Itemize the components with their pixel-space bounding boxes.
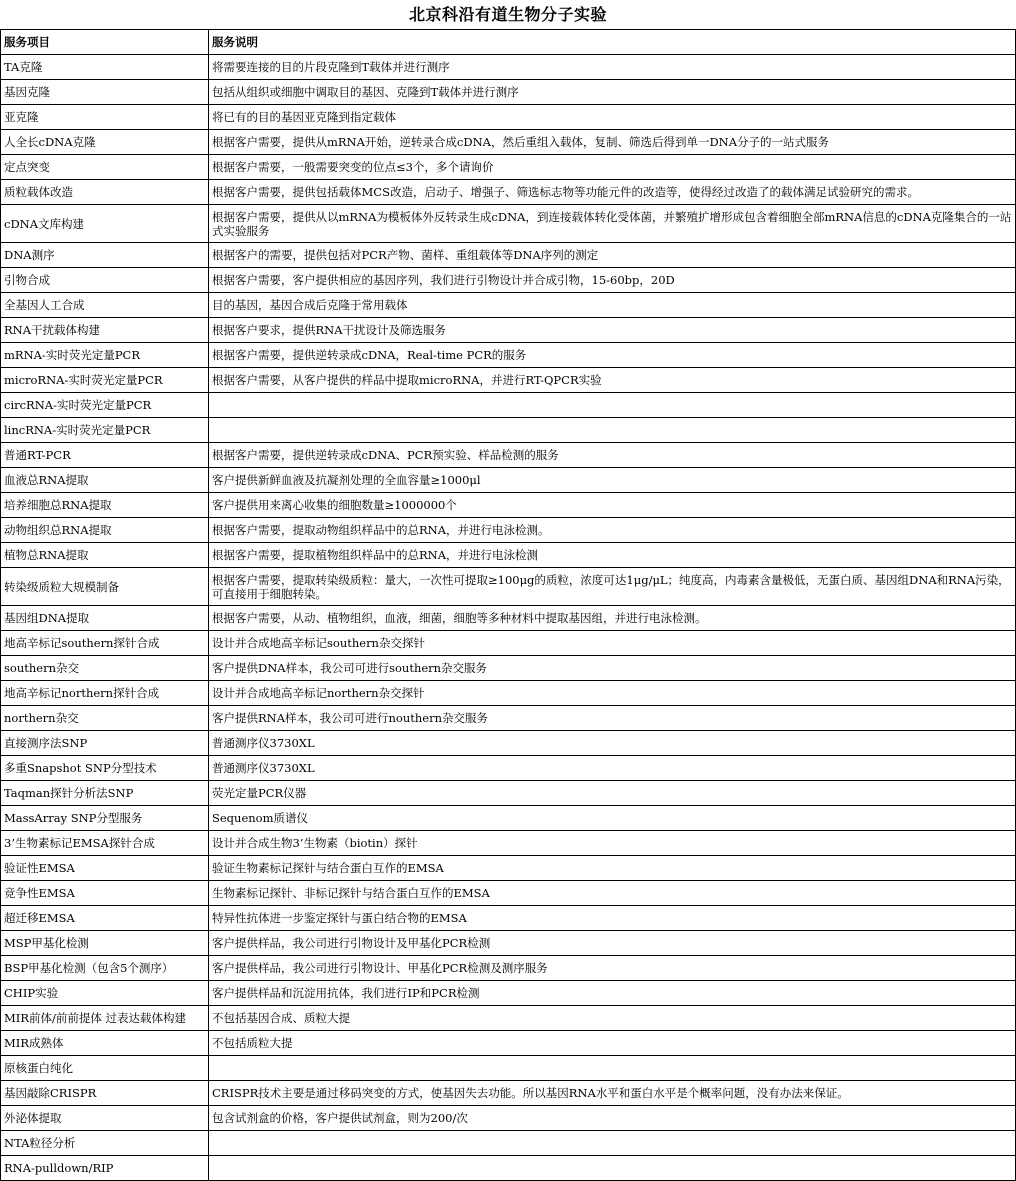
table-row — [1, 656, 1016, 681]
service-desc-cell: 设计并合成地高辛标记northern杂交探针 — [209, 681, 1016, 706]
table-row — [1, 1056, 1016, 1081]
service-desc-cell: 将已有的目的基因亚克隆到指定载体 — [209, 105, 1016, 130]
table-row — [1, 80, 1016, 105]
table-row — [1, 55, 1016, 80]
service-item-cell: MSP甲基化检测 — [1, 931, 209, 956]
service-table — [0, 29, 1016, 1181]
service-item-cell: MIR成熟体 — [1, 1031, 209, 1056]
service-item-cell: 植物总RNA提取 — [1, 543, 209, 568]
service-item-cell: 普通RT-PCR — [1, 443, 209, 468]
service-item-cell: cDNA文库构建 — [1, 205, 209, 243]
service-item-cell: 验证性EMSA — [1, 856, 209, 881]
table-row — [1, 543, 1016, 568]
table-row — [1, 1031, 1016, 1056]
header-service-item: 服务项目 — [1, 30, 209, 55]
table-row — [1, 1106, 1016, 1131]
table-row — [1, 781, 1016, 806]
table-row — [1, 343, 1016, 368]
table-row — [1, 881, 1016, 906]
service-desc-cell: 客户提供RNA样本，我公司可进行nouthern杂交服务 — [209, 706, 1016, 731]
service-desc-cell: 荧光定量PCR仪器 — [209, 781, 1016, 806]
table-row — [1, 155, 1016, 180]
service-desc-cell: 目的基因，基因合成后克隆于常用载体 — [209, 293, 1016, 318]
table-row — [1, 243, 1016, 268]
table-row — [1, 681, 1016, 706]
service-desc-cell: 包括从组织或细胞中调取目的基因、克隆到T载体并进行测序 — [209, 80, 1016, 105]
service-item-cell: 培养细胞总RNA提取 — [1, 493, 209, 518]
service-item-cell: 基因克隆 — [1, 80, 209, 105]
service-desc-cell: 根据客户需要，客户提供相应的基因序列，我们进行引物设计并合成引物，15-60bp，20D — [209, 268, 1016, 293]
service-desc-cell: 客户提供样品，我公司进行引物设计及甲基化PCR检测 — [209, 931, 1016, 956]
service-desc-cell: 客户提供DNA样本，我公司可进行southern杂交服务 — [209, 656, 1016, 681]
service-item-cell: mRNA-实时荧光定量PCR — [1, 343, 209, 368]
service-desc-cell: 不包括基因合成、质粒大提 — [209, 1006, 1016, 1031]
service-desc-cell — [209, 1156, 1016, 1181]
service-item-cell: 基因敲除CRISPR — [1, 1081, 209, 1106]
service-item-cell: RNA-pulldown/RIP — [1, 1156, 209, 1181]
service-desc-cell: 设计并合成地高辛标记southern杂交探针 — [209, 631, 1016, 656]
table-row — [1, 931, 1016, 956]
service-desc-cell: 根据客户需要，一般需要突变的位点≤3个，多个请询价 — [209, 155, 1016, 180]
service-desc-cell: 根据客户需要，提供从mRNA开始，逆转录合成cDNA，然后重组入载体，复制、筛选后得到单一DNA分子的一站式服务 — [209, 130, 1016, 155]
service-desc-cell: 普通测序仪3730XL — [209, 756, 1016, 781]
table-row — [1, 368, 1016, 393]
service-desc-cell: 根据客户需要，提供包括载体MCS改造，启动子、增强子、筛选标志物等功能元件的改造等，使得经过改造了的载体满足试验研究的需求。 — [209, 180, 1016, 205]
service-item-cell: 动物组织总RNA提取 — [1, 518, 209, 543]
service-item-cell: 超迁移EMSA — [1, 906, 209, 931]
table-row — [1, 568, 1016, 606]
service-desc-cell: 客户提供样品，我公司进行引物设计、甲基化PCR检测及测序服务 — [209, 956, 1016, 981]
table-body — [1, 55, 1016, 1181]
service-item-cell: microRNA-实时荧光定量PCR — [1, 368, 209, 393]
service-desc-cell: 根据客户需要，提取动物组织样品中的总RNA，并进行电泳检测。 — [209, 518, 1016, 543]
service-item-cell: 引物合成 — [1, 268, 209, 293]
table-row — [1, 1131, 1016, 1156]
service-desc-cell: 客户提供新鲜血液及抗凝剂处理的全血容量≥1000μl — [209, 468, 1016, 493]
service-desc-cell: 客户提供用来离心收集的细胞数量≥1000000个 — [209, 493, 1016, 518]
service-desc-cell — [209, 393, 1016, 418]
service-desc-cell — [209, 418, 1016, 443]
service-desc-cell: 设计并合成生物3’生物素（biotin）探针 — [209, 831, 1016, 856]
service-item-cell: DNA测序 — [1, 243, 209, 268]
service-item-cell: 竞争性EMSA — [1, 881, 209, 906]
service-item-cell: TA克隆 — [1, 55, 209, 80]
service-item-cell: RNA干扰载体构建 — [1, 318, 209, 343]
service-item-cell: 地高辛标记northern探针合成 — [1, 681, 209, 706]
service-desc-cell: 根据客户需要，从客户提供的样品中提取microRNA，并进行RT-QPCR实验 — [209, 368, 1016, 393]
service-desc-cell — [209, 1131, 1016, 1156]
table-row — [1, 606, 1016, 631]
table-row — [1, 706, 1016, 731]
service-item-cell: 基因组DNA提取 — [1, 606, 209, 631]
table-row — [1, 205, 1016, 243]
service-item-cell: 3’生物素标记EMSA探针合成 — [1, 831, 209, 856]
service-item-cell: MIR前体/前前提体 过表达载体构建 — [1, 1006, 209, 1031]
service-item-cell: 血液总RNA提取 — [1, 468, 209, 493]
table-row — [1, 293, 1016, 318]
table-row — [1, 518, 1016, 543]
table-row — [1, 981, 1016, 1006]
service-desc-cell: 根据客户需要，提供逆转录成cDNA、PCR预实验、样品检测的服务 — [209, 443, 1016, 468]
table-row — [1, 318, 1016, 343]
service-desc-cell: 根据客户需要，提取植物组织样品中的总RNA，并进行电泳检测 — [209, 543, 1016, 568]
table-row — [1, 493, 1016, 518]
table-row — [1, 1156, 1016, 1181]
table-row — [1, 731, 1016, 756]
table-row — [1, 831, 1016, 856]
service-item-cell: BSP甲基化检测（包含5个测序） — [1, 956, 209, 981]
service-desc-cell: 将需要连接的目的片段克隆到T载体并进行测序 — [209, 55, 1016, 80]
table-row — [1, 180, 1016, 205]
service-item-cell: 人全长cDNA克隆 — [1, 130, 209, 155]
service-item-cell: CHIP实验 — [1, 981, 209, 1006]
service-item-cell: 直接测序法SNP — [1, 731, 209, 756]
service-desc-cell: 普通测序仪3730XL — [209, 731, 1016, 756]
service-desc-cell: 不包括质粒大提 — [209, 1031, 1016, 1056]
service-item-cell: 外泌体提取 — [1, 1106, 209, 1131]
table-row — [1, 443, 1016, 468]
service-item-cell: 亚克隆 — [1, 105, 209, 130]
service-desc-cell: 根据客户需要，从动、植物组织，血液，细菌，细胞等多种材料中提取基因组，并进行电泳检测。 — [209, 606, 1016, 631]
service-item-cell: southern杂交 — [1, 656, 209, 681]
service-desc-cell: Sequenom质谱仪 — [209, 806, 1016, 831]
service-item-cell: circRNA-实时荧光定量PCR — [1, 393, 209, 418]
service-desc-cell: 生物素标记探针、非标记探针与结合蛋白互作的EMSA — [209, 881, 1016, 906]
table-row — [1, 756, 1016, 781]
header-service-desc: 服务说明 — [209, 30, 1016, 55]
service-desc-cell: 特异性抗体进一步鉴定探针与蛋白结合物的EMSA — [209, 906, 1016, 931]
table-row — [1, 393, 1016, 418]
service-item-cell: MassArray SNP分型服务 — [1, 806, 209, 831]
table-row — [1, 806, 1016, 831]
table-header-row — [1, 30, 1016, 55]
service-desc-cell: 根据客户需要，提取转染级质粒：量大，一次性可提取≥100μg的质粒，浓度可达1μg/μL；纯度高，内毒素含量极低，无蛋白质、基因组DNA和RNA污染，可直接用于细胞转染。 — [209, 568, 1016, 606]
service-desc-cell — [209, 1056, 1016, 1081]
service-desc-cell: 根据客户需要，提供逆转录成cDNA，Real-time PCR的服务 — [209, 343, 1016, 368]
service-desc-cell: 根据客户要求，提供RNA干扰设计及筛选服务 — [209, 318, 1016, 343]
table-row — [1, 468, 1016, 493]
table-row — [1, 418, 1016, 443]
service-item-cell: 定点突变 — [1, 155, 209, 180]
table-row — [1, 631, 1016, 656]
table-row — [1, 1006, 1016, 1031]
service-item-cell: 多重Snapshot SNP分型技术 — [1, 756, 209, 781]
page-title: 北京科沿有道生物分子实验 — [408, 5, 607, 24]
service-desc-cell: CRISPR技术主要是通过移码突变的方式，使基因失去功能。所以基因RNA水平和蛋白水平是个概率问题，没有办法来保证。 — [209, 1081, 1016, 1106]
table-row — [1, 856, 1016, 881]
service-item-cell: northern杂交 — [1, 706, 209, 731]
table-row — [1, 1081, 1016, 1106]
service-item-cell: 全基因人工合成 — [1, 293, 209, 318]
service-desc-cell: 根据客户的需要，提供包括对PCR产物、菌样、重组载体等DNA序列的测定 — [209, 243, 1016, 268]
service-item-cell: NTA粒径分析 — [1, 1131, 209, 1156]
service-item-cell: 质粒载体改造 — [1, 180, 209, 205]
service-desc-cell: 验证生物素标记探针与结合蛋白互作的EMSA — [209, 856, 1016, 881]
service-item-cell: Taqman探针分析法SNP — [1, 781, 209, 806]
service-item-cell: 转染级质粒大规模制备 — [1, 568, 209, 606]
table-row — [1, 906, 1016, 931]
service-desc-cell: 包含试剂盒的价格，客户提供试剂盒，则为200/次 — [209, 1106, 1016, 1131]
table-row — [1, 956, 1016, 981]
table-row — [1, 130, 1016, 155]
table-row — [1, 268, 1016, 293]
service-item-cell: lincRNA-实时荧光定量PCR — [1, 418, 209, 443]
service-desc-cell: 客户提供样品和沉淀用抗体，我们进行IP和PCR检测 — [209, 981, 1016, 1006]
service-desc-cell: 根据客户需要，提供从以mRNA为模板体外反转录生成cDNA，到连接载体转化受体菌，并繁殖扩增形成包含着细胞全部mRNA信息的cDNA克隆集合的一站式实验服务 — [209, 205, 1016, 243]
service-item-cell: 地高辛标记southern探针合成 — [1, 631, 209, 656]
table-row — [1, 105, 1016, 130]
service-item-cell: 原核蛋白纯化 — [1, 1056, 209, 1081]
